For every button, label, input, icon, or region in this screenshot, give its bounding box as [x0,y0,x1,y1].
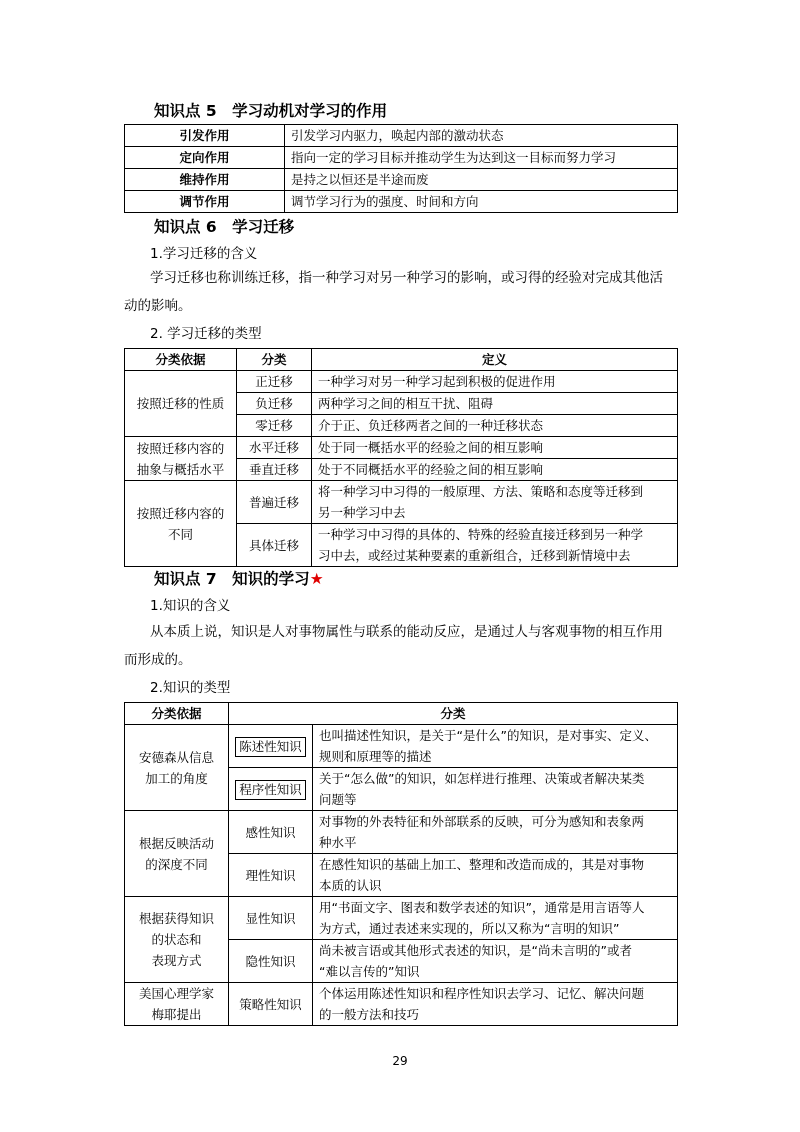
desc-cell: 调节学习行为的强度、时间和方向 [285,191,678,213]
def-line: 问题等 [319,792,357,807]
basis-line: 根据反映活动 [138,835,214,851]
def-line: 个体运用陈述性知识和程序性知识去学习、记忆、解决问题 [319,986,645,1001]
type-cell: 水平迁移 [237,437,312,459]
basis-line: 表现方式 [151,953,202,968]
table-row [125,125,678,147]
def-cell: 介于正、负迁移两者之间的一种迁移状态 [312,415,678,437]
basis-cell: 按照迁移的性质 [125,371,237,437]
type-cell: 隐性知识 [229,940,313,983]
type-cell: 零迁移 [237,415,312,437]
desc-cell: 指向一定的学习目标并推动学生为达到这一目标而努力学习 [285,147,678,169]
basis-line: 安德森从信息 [138,749,214,765]
star-icon: ★ [309,570,324,588]
header-cell: 分类依据 [125,349,237,371]
def-line: 在感性知识的基础上加工、整理和改造而成的，其是对事物 [319,857,645,872]
def-line: 用“书面文字、图表和数学表述的知识”，通常是用言语等人 [319,900,645,915]
def-cell [313,854,678,897]
section5-heading: 知识点 5 学习动机对学习的作用 [154,102,388,120]
term-cell: 引发作用 [125,125,285,147]
knowledge-table [124,702,678,1026]
basis-cell [125,811,229,897]
def-line: 尚未被言语或其他形式表述的知识，是“尚未言明的”或者 [319,943,632,958]
def-cell: 处于同一概括水平的经验之间的相互影响 [312,437,678,459]
type-cell: 正迁移 [237,371,312,393]
def-line: 的一般方法和技巧 [319,1007,420,1022]
desc-cell: 是持之以恒还是半途而废 [285,169,678,191]
basis-line: 梅耶提出 [151,1007,202,1022]
type-cell: 感性知识 [229,811,313,854]
type-label: 程序性知识 [235,780,306,800]
basis-line: 按照迁移内容的 [136,440,225,456]
header-cell: 定义 [312,349,678,371]
def-line: 本质的认识 [319,878,382,893]
def-line: 将一种学习中习得的一般原理、方法、策略和态度等迁移到 [318,484,644,499]
table-header-row [125,349,678,371]
basis-line: 不同 [167,526,193,542]
def-line: 关于“怎么做”的知识，如怎样进行推理、决策或者解决某类 [319,771,645,786]
section6-heading: 知识点 6 学习迁移 [154,218,295,236]
def-cell: 两种学习之间的相互干扰、阻碍 [312,393,678,415]
section7-heading [154,568,324,590]
type-cell: 具体迁移 [237,524,312,567]
def-cell [312,524,678,567]
section7-sub1: 1.知识的含义 [150,598,231,614]
term-cell: 调节作用 [125,191,285,213]
def-line: 种水平 [319,835,357,850]
table-row [125,437,678,459]
type-cell: 策略性知识 [229,983,313,1026]
def-cell [312,481,678,524]
transfer-table [124,348,678,567]
table-row [125,811,678,854]
type-cell [229,725,313,768]
section6-para-line2: 动的影响。 [124,298,192,314]
section6-sub1: 1.学习迁移的含义 [150,246,258,262]
def-cell [313,940,678,983]
type-cell: 负迁移 [237,393,312,415]
type-cell: 垂直迁移 [237,459,312,481]
table-row [125,147,678,169]
basis-cell [125,437,237,481]
def-cell: 处于不同概括水平的经验之间的相互影响 [312,459,678,481]
basis-line: 的深度不同 [145,856,208,872]
def-line: 规则和原理等的描述 [319,749,432,764]
basis-cell [125,983,229,1026]
type-cell: 普遍迁移 [237,481,312,524]
def-cell [313,983,678,1026]
def-line: “难以言传的”知识 [319,964,420,979]
section7-para-line2: 而形成的。 [124,652,192,668]
def-cell: 一种学习对另一种学习起到积极的促进作用 [312,371,678,393]
type-cell: 理性知识 [229,854,313,897]
type-cell [229,768,313,811]
table-row [125,725,678,768]
def-line: 为方式，通过表述来实现的，所以又称为“言明的知识” [319,921,620,936]
basis-line: 抽象与概括水平 [136,461,225,477]
section6-sub2: 2. 学习迁移的类型 [150,326,262,342]
def-cell [313,768,678,811]
desc-cell: 引发学习内驱力，唤起内部的激动状态 [285,125,678,147]
term-cell: 定向作用 [125,147,285,169]
table-row [125,983,678,1026]
def-cell [313,725,678,768]
header-cell: 分类 [229,703,678,725]
section7-heading-text: 知识点 7 知识的学习 [154,570,310,588]
basis-cell [125,481,237,567]
section7-para-line1: 从本质上说，知识是人对事物属性与联系的能动反应，是通过人与客观事物的相互作用 [150,624,663,640]
def-line: 也叫描述性知识，是关于“是什么”的知识，是对事实、定义、 [319,728,657,743]
table-row [125,481,678,524]
motivation-table [124,124,678,213]
section6-para-line1: 学习迁移也称训练迁移，指一种学习对另一种学习的影响，或习得的经验对完成其他活 [150,270,663,286]
basis-line: 根据获得知识 [138,911,214,926]
def-cell [313,811,678,854]
table-row [125,191,678,213]
basis-cell [125,725,229,811]
def-line: 习中去，或经过某种要素的重新组合，迁移到新情境中去 [318,548,631,563]
def-line: 一种学习中习得的具体的、特殊的经验直接迁移到另一种学 [318,527,644,542]
type-cell: 显性知识 [229,897,313,940]
table-row [125,169,678,191]
def-line: 对事物的外表特征和外部联系的反映，可分为感知和表象两 [319,814,645,829]
basis-line: 的状态和 [151,932,202,947]
basis-line: 按照迁移内容的 [136,505,225,521]
basis-line: 美国心理学家 [138,986,214,1001]
header-cell: 分类依据 [125,703,229,725]
term-cell: 维持作用 [125,169,285,191]
table-row [125,897,678,940]
type-label: 陈述性知识 [235,737,306,757]
header-cell: 分类 [237,349,312,371]
page-number: 29 [392,1054,408,1068]
def-cell [313,897,678,940]
def-line: 另一种学习中去 [318,505,406,520]
section7-sub2: 2.知识的类型 [150,680,231,696]
table-header-row [125,703,678,725]
basis-cell [125,897,229,983]
basis-line: 加工的角度 [145,770,208,786]
table-row [125,371,678,393]
